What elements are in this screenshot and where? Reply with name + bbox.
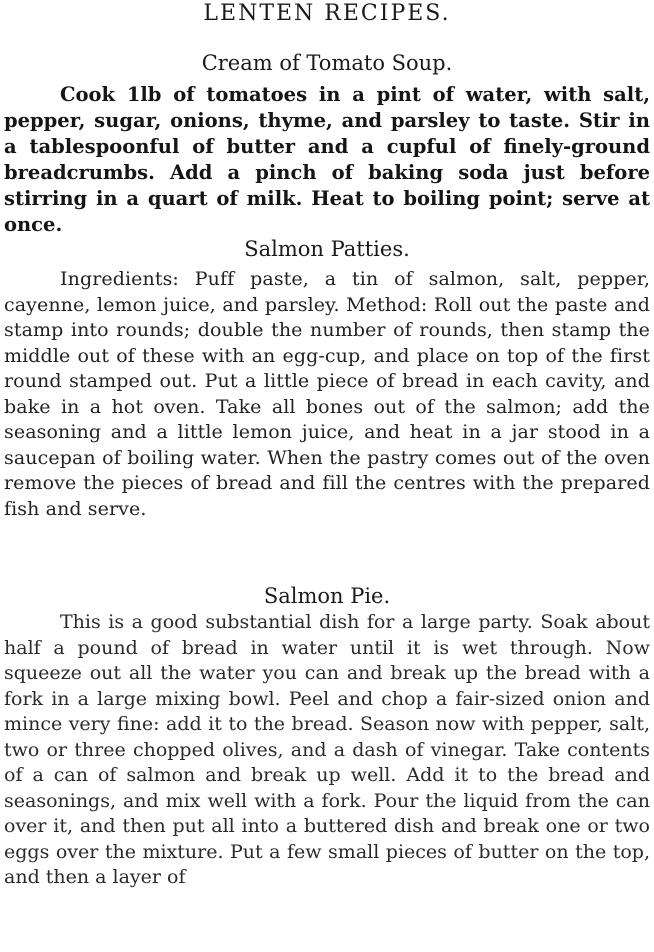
recipe-body-salmon-patties: Ingredients: Puff paste, a tin of salmon, salt, pepper, cayenne, lemon juice, and parsley. Method: Roll out the paste and stamp into rounds; double the number of rounds, then stamp the middle out of these with an egg-cup, and place on top of the first round stamped out. Put a little piece of bread in each cavity, and bake in a hot oven. Take all bones out of the salmon; add the seasoning and a little lemon juice, and heat in a jar stood in a saucepan of boiling water. When the pastry comes out of the oven remove the pieces of bread and fill the centres with the prepared fish and serve. — [4, 268, 650, 520]
recipe-title-salmon-pie: Salmon Pie. — [263, 584, 391, 608]
recipe-body-tomato-soup: Cook 1lb of tomatoes in a pint of water, with salt, pepper, sugar, onions, thyme, and parsley to taste. Stir in a tablespoonful of butter and a cupful of finely-ground breadcrumbs. Add a pinch of baking soda just before stirring in a quart of milk. Heat to boiling point; serve at once. — [4, 83, 650, 236]
recipe-title-tomato-soup: Cream of Tomato Soup. — [201, 51, 453, 75]
recipe-body-salmon-pie: This is a good substantial dish for a large party. Soak about half a pound of bread in water until it is wet through. Now squeeze out all the water you can and break up the bread with a fork in a large mixing bowl. Peel and chop a fair-sized onion and mince very fine: add it to the bread. Season now with pepper, salt, two or three chopped olives, and a dash of vinegar. Take contents of a can of salmon and break up well. Add it to the bread and seasonings, and mix well with a fork. Pour the liquid from the can over it, and then put all into a buttered dish and break one or two eggs over the mixture. Put a few small pieces of butter on the top, and then a layer of — [4, 611, 650, 888]
section-heading: LENTEN RECIPES. — [203, 1, 451, 26]
recipe-title-salmon-patties: Salmon Patties. — [244, 237, 410, 261]
